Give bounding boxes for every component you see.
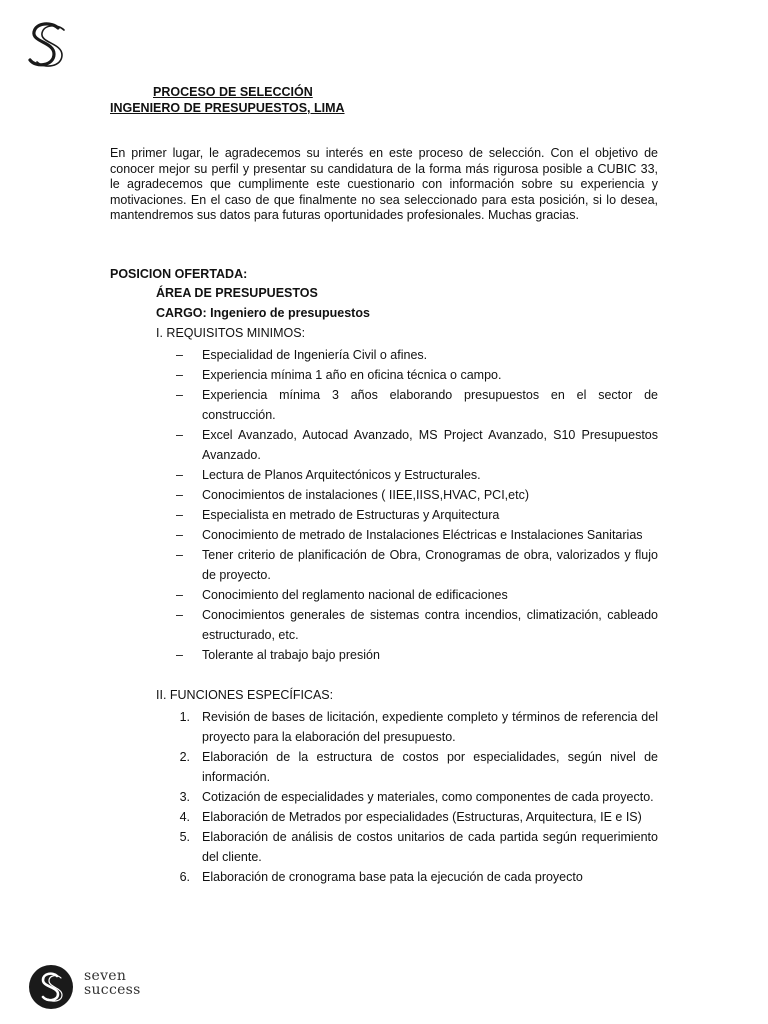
function-item: 2. Elaboración de la estructura de costos por especialidades, según nivel de información. (156, 747, 658, 787)
functions-heading: II. FUNCIONES ESPECÍFICAS: (156, 688, 334, 702)
position-heading: POSICION OFERTADA: (110, 267, 248, 281)
requirement-item: – Experiencia mínima 3 años elaborando presupuestos en el sector de construcción. (156, 385, 658, 425)
item-number: 3. (179, 790, 190, 804)
seven-success-logo-icon (24, 20, 72, 72)
function-item: 5. Elaboración de análisis de costos unitarios de cada partida según requerimiento del cliente. (156, 827, 658, 867)
function-item: 4. Elaboración de Metrados por especialidades (Estructuras, Arquitectura, IE e IS) (156, 807, 658, 827)
document-subtitle: INGENIERO DE PRESUPUESTOS, LIMA (110, 101, 345, 115)
function-item: 6. Elaboración de cronograma base pata la ejecución de cada proyecto (156, 867, 658, 887)
dash-bullet: – (176, 528, 183, 542)
item-number: 1. (179, 710, 190, 724)
position-area: ÁREA DE PRESUPUESTOS (156, 286, 318, 300)
intro-paragraph: En primer lugar, le agradecemos su interés en este proceso de selección. Con el objetivo de conocer mejor su perfil y presentar su candidatura de la forma más rigurosa posible a CUBIC 33, le agradecemos que cumplimente este cuestionario con información sobre su experiencia y motivaciones. En el caso de que finalmente no sea seleccionado para esta posición, si lo desea, mantendremos sus datos para futuras oportunidades profesionales. Muchas gracias. (110, 146, 658, 222)
requirement-item: – Especialista en metrado de Estructuras y Arquitectura (156, 505, 658, 525)
brand-line-seven: seven (84, 968, 127, 984)
seven-success-circle-logo-icon (28, 964, 74, 1010)
document-title: PROCESO DE SELECCIÓN (153, 85, 313, 99)
dash-bullet: – (176, 348, 183, 362)
dash-bullet: – (176, 428, 183, 442)
dash-bullet: – (176, 648, 183, 662)
brand-wordmark (84, 969, 141, 997)
dash-bullet: – (176, 368, 183, 382)
requirement-item: – Conocimientos generales de sistemas contra incendios, climatización, cableado estructurado, etc. (156, 605, 658, 645)
item-number: 2. (179, 750, 190, 764)
requirement-item: – Excel Avanzado, Autocad Avanzado, MS Project Avanzado, S10 Presupuestos Avanzado. (156, 425, 658, 465)
dash-bullet: – (176, 488, 183, 502)
requirement-item: – Conocimientos de instalaciones ( IIEE,IISS,HVAC, PCI,etc) (156, 485, 658, 505)
position-cargo: CARGO: Ingeniero de presupuestos (156, 306, 370, 320)
dash-bullet: – (176, 588, 183, 602)
function-item: 3. Cotización de especialidades y materiales, como componentes de cada proyecto. (156, 787, 658, 807)
requirement-item: – Lectura de Planos Arquitectónicos y Estructurales. (156, 465, 658, 485)
dash-bullet: – (176, 548, 183, 562)
dash-bullet: – (176, 468, 183, 482)
brand-line-success: success (84, 982, 141, 998)
dash-bullet: – (176, 508, 183, 522)
requirements-heading: I. REQUISITOS MINIMOS: (156, 326, 306, 340)
requirement-item: – Tolerante al trabajo bajo presión (156, 645, 658, 665)
requirement-item: – Conocimiento de metrado de Instalaciones Eléctricas e Instalaciones Sanitarias (156, 525, 658, 545)
dash-bullet: – (176, 388, 183, 402)
item-number: 4. (179, 810, 190, 824)
item-number: 5. (179, 830, 190, 844)
function-item: 1. Revisión de bases de licitación, expediente completo y términos de referencia del proyecto para la elaboración del presupuesto. (156, 707, 658, 747)
functions-list (156, 707, 658, 887)
requirements-list (156, 345, 658, 665)
item-number: 6. (179, 870, 190, 884)
requirement-item: – Especialidad de Ingeniería Civil o afines. (156, 345, 658, 365)
requirement-item: – Conocimiento del reglamento nacional de edificaciones (156, 585, 658, 605)
requirement-item: – Tener criterio de planificación de Obra, Cronogramas de obra, valorizados y flujo de proyecto. (156, 545, 658, 585)
requirement-item: – Experiencia mínima 1 año en oficina técnica o campo. (156, 365, 658, 385)
dash-bullet: – (176, 608, 183, 622)
